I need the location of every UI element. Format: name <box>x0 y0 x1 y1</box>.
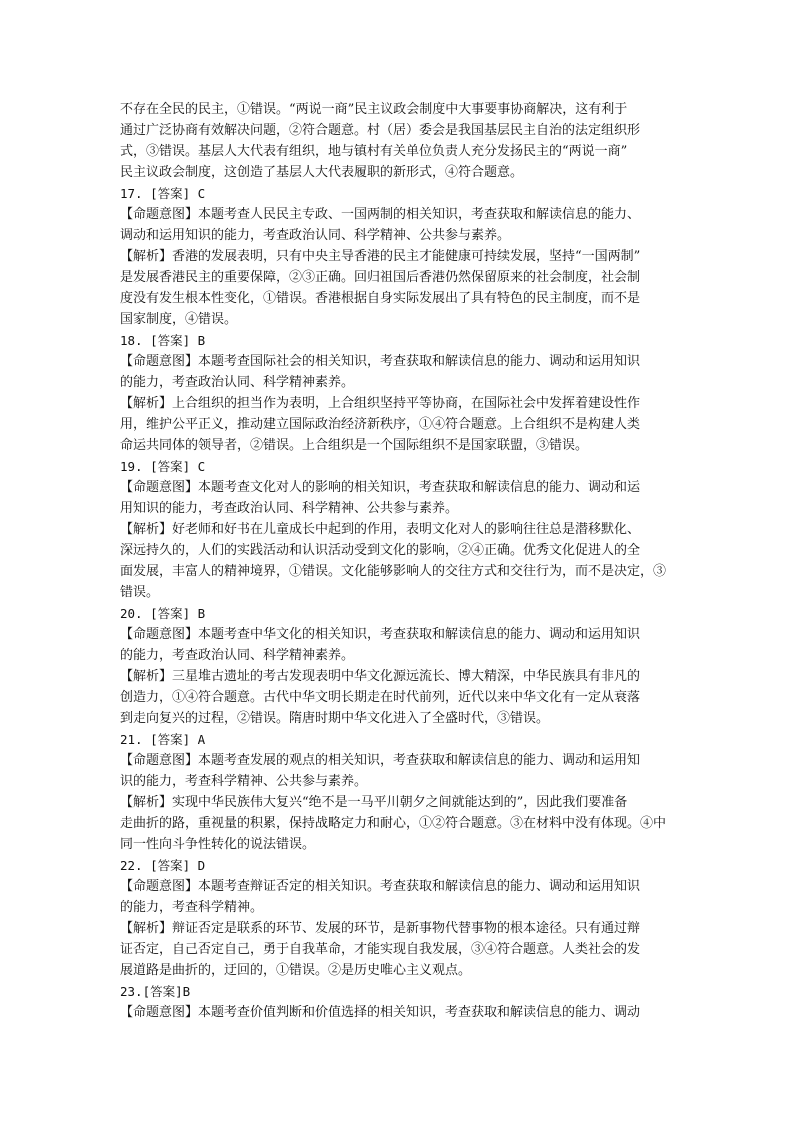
text-line: 用知识的能力，考查政治认同、科学精神、公共参与素养。 <box>120 501 459 516</box>
text-line: 国家制度，④错误。 <box>120 312 238 327</box>
answer-line: 21. [答案] A <box>120 732 206 747</box>
analysis-line: 【解析】上合组织的担当作为表明，上合组织坚持平等协商，在国际社会中发挥着建设性作 <box>120 396 641 411</box>
intent-line: 【命题意图】本题考查辩证否定的相关知识。考查获取和解读信息的能力、调动和运用知识 <box>120 879 641 894</box>
document-body <box>120 99 682 1023</box>
text-line: 命运共同体的领导者，②错误。上合组织是一个国际组织不是国家联盟，③错误。 <box>120 438 589 453</box>
text-line: 到走向复兴的过程，②错误。隋唐时期中华文化进入了全盛时代，③错误。 <box>120 711 550 726</box>
text-line: 识的能力，考查科学精神、公共参与素养。 <box>120 774 368 789</box>
text-line: 走曲折的路，重视量的积累，保持战略定力和耐心，①②符合题意。③在材料中没有体现。④中 <box>120 816 667 831</box>
intent-line: 【命题意图】本题考查国际社会的相关知识，考查获取和解读信息的能力、调动和运用知识 <box>120 354 641 369</box>
analysis-line: 【解析】辩证否定是联系的环节、发展的环节，是新事物代替事物的根本途径。只有通过辩 <box>120 921 641 936</box>
intent-line: 【命题意图】本题考查文化对人的影响的相关知识，考查获取和解读信息的能力、调动和运 <box>120 480 641 495</box>
text-line: 面发展，丰富人的精神境界，①错误。文化能够影响人的交往方式和交往行为，而不是决定，③ <box>120 564 667 579</box>
text-line: 通过广泛协商有效解决问题，②符合题意。村（居）委会是我国基层民主自治的法定组织形 <box>120 123 641 138</box>
text-line: 是发展香港民主的重要保障，②③正确。回归祖国后香港仍然保留原来的社会制度，社会制 <box>120 270 641 285</box>
answer-line: 23.[答案]B <box>120 984 191 999</box>
text-line: 的能力，考查政治认同、科学精神素养。 <box>120 375 355 390</box>
text-line: 同一性向斗争性转化的说法错误。 <box>120 837 316 852</box>
text-line: 证否定，自己否定自己，勇于自我革命，才能实现自我发展，③④符合题意。人类社会的发 <box>120 942 641 957</box>
text-line: 式，③错误。基层人大代表有组织，地与镇村有关单位负责人充分发扬民主的“两说一商” <box>120 144 628 159</box>
answer-line: 20. [答案] B <box>120 606 206 621</box>
text-line: 的能力，考查政治认同、科学精神素养。 <box>120 648 355 663</box>
answer-line: 17. [答案] C <box>120 186 206 201</box>
text-line: 的能力，考查科学精神。 <box>120 900 264 915</box>
intent-line: 【命题意图】本题考查价值判断和价值选择的相关知识，考查获取和解读信息的能力、调动 <box>120 1005 641 1020</box>
intent-line: 【命题意图】本题考查中华文化的相关知识，考查获取和解读信息的能力、调动和运用知识 <box>120 627 641 642</box>
analysis-line: 【解析】香港的发展表明，只有中央主导香港的民主才能健康可持续发展，坚持“一国两制” <box>120 249 641 264</box>
text-line: 深远持久的，人们的实践活动和认识活动受到文化的影响，②④正确。优秀文化促进人的全 <box>120 543 641 558</box>
text-line: 不存在全民的民主，①错误。“两说一商”民主议政会制度中大事要事协商解决，这有利于 <box>120 102 628 117</box>
text-line: 展道路是曲折的，迂回的，①错误。②是历史唯心主义观点。 <box>120 963 472 978</box>
text-line: 度没有发生根本性变化，①错误。香港根据自身实际发展出了具有特色的民主制度，而不是 <box>120 291 641 306</box>
analysis-line: 【解析】实现中华民族伟大复兴“绝不是一马平川朝夕之间就能达到的”，因此我们要准备 <box>120 795 628 810</box>
answer-line: 22. [答案] D <box>120 858 206 873</box>
text-line: 错误。 <box>120 585 160 600</box>
answer-line: 18. [答案] B <box>120 333 206 348</box>
text-line: 用，维护公平正义，推动建立国际政治经济新秩序，①④符合题意。上合组织不是构建人类 <box>120 417 641 432</box>
analysis-line: 【解析】三星堆古遗址的考古发现表明中华文化源远流长、博大精深，中华民族具有非凡的 <box>120 669 641 684</box>
text-line: 调动和运用知识的能力，考查政治认同、科学精神、公共参与素养。 <box>120 228 511 243</box>
intent-line: 【命题意图】本题考查人民民主专政、一国两制的相关知识，考查获取和解读信息的能力、 <box>120 207 641 222</box>
answer-line: 19. [答案] C <box>120 459 206 474</box>
text-line: 创造力，①④符合题意。古代中华文明长期走在时代前列，近代以来中华文化有一定从衰落 <box>120 690 641 705</box>
intent-line: 【命题意图】本题考查发展的观点的相关知识，考查获取和解读信息的能力、调动和运用知 <box>120 753 641 768</box>
analysis-line: 【解析】好老师和好书在儿童成长中起到的作用，表明文化对人的影响往往总是潜移默化、 <box>120 522 641 537</box>
text-line: 民主议政会制度，这创造了基层人大代表履职的新形式，④符合题意。 <box>120 165 524 180</box>
